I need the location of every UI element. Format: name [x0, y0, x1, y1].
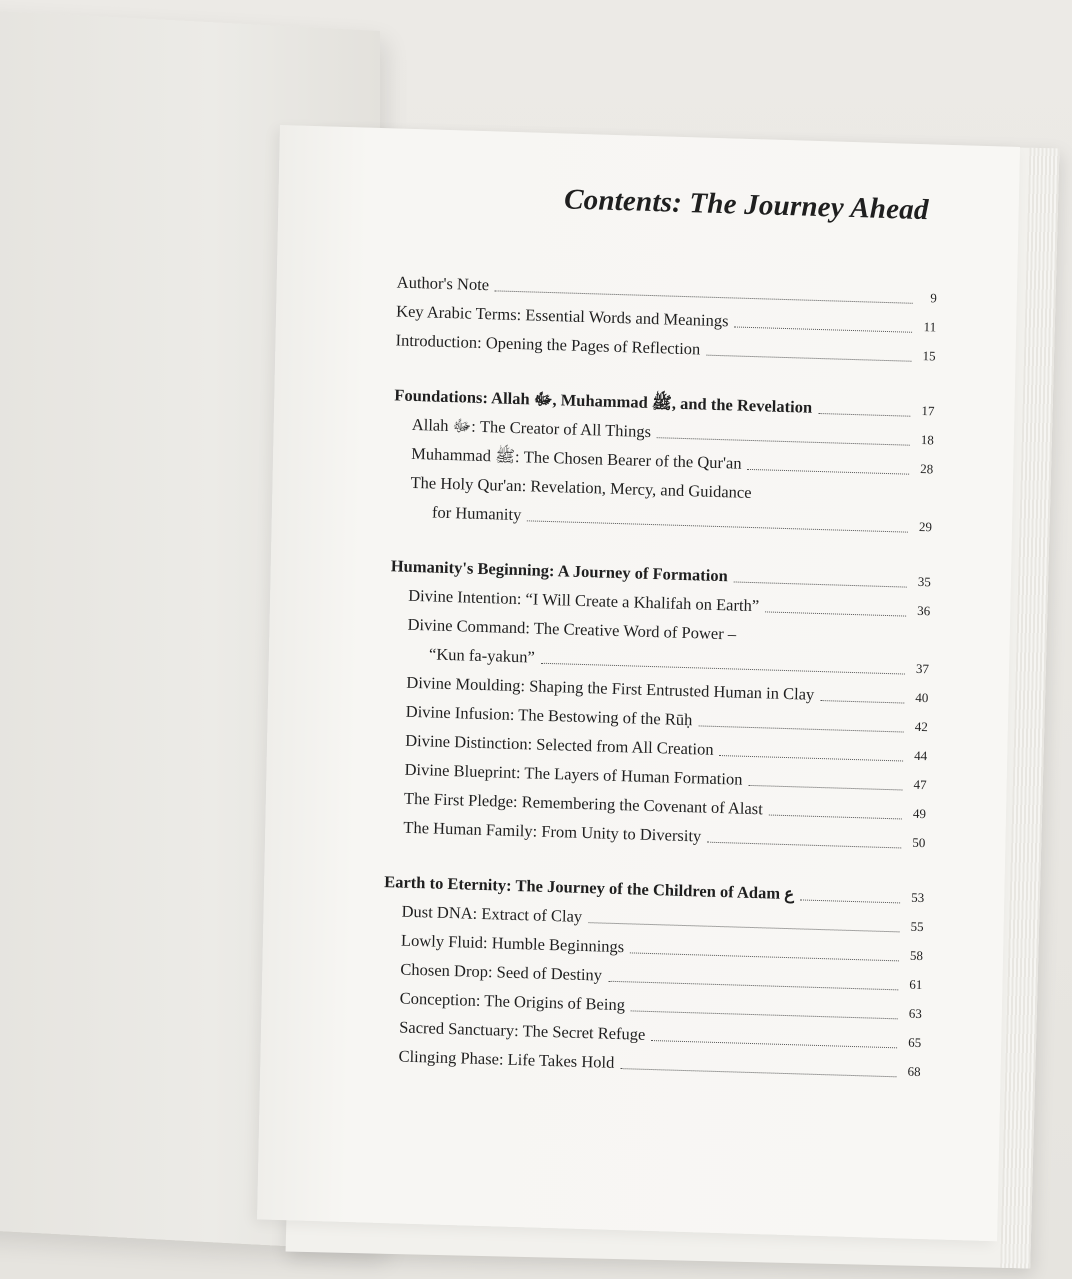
page-number: 17: [921, 403, 935, 419]
heading-label: Humanity's Beginning: A Journey of Formation: [390, 556, 728, 586]
entry-label: Divine Distinction: Selected from All Creation: [404, 730, 714, 759]
leader-dots: [747, 469, 909, 475]
heading-label: Foundations: Allah ﷻ, Muhammad ﷺ, and the Revelation: [394, 385, 813, 417]
entry-label: The Human Family: From Unity to Diversity: [403, 817, 702, 846]
leader-dots: [608, 981, 898, 991]
right-page: [257, 125, 1020, 1241]
page-number: 50: [912, 834, 926, 851]
leader-dots: [769, 815, 902, 820]
page-number: 63: [908, 1005, 922, 1022]
leader-dots: [734, 581, 907, 587]
page-number: 37: [915, 660, 930, 677]
page-number: 61: [909, 976, 923, 993]
entry-label: Allah ﷻ: The Creator of All Things: [411, 414, 652, 442]
entry-label: Lowly Fluid: Humble Beginnings: [400, 930, 625, 957]
leader-dots: [748, 785, 902, 791]
page-number: 29: [918, 518, 933, 535]
leader-dots: [631, 1010, 898, 1019]
entry-label: Chosen Drop: Seed of Destiny: [400, 959, 603, 985]
leader-dots: [820, 700, 904, 703]
entry-label: Divine Infusion: The Bestowing of the Rūḥ: [405, 701, 693, 730]
entry-label: Clinging Phase: Life Takes Hold: [398, 1046, 615, 1072]
page-number: 65: [908, 1034, 922, 1051]
leader-dots: [707, 842, 901, 849]
entry-label: The First Pledge: Remembering the Covenant of Alast: [403, 788, 763, 819]
entry-label: Divine Moulding: Shaping the First Entrusted Human in Clay: [406, 672, 815, 704]
entry-label: Sacred Sanctuary: The Secret Refuge: [398, 1017, 646, 1044]
leader-dots: [734, 326, 912, 332]
page-number: 35: [917, 573, 931, 590]
entry-label: The Holy Qur'an: Revelation, Mercy, and Guidance: [410, 472, 752, 502]
entry-label: for Humanity: [431, 502, 522, 525]
leader-dots: [657, 437, 910, 446]
entry-label: Author's Note: [396, 272, 490, 295]
entry-label: Muhammad ﷺ: The Chosen Bearer of the Qur'an: [411, 443, 742, 473]
entry-label: Divine Blueprint: The Layers of Human Formation: [404, 759, 743, 789]
entry-label: Dust DNA: Extract of Clay: [401, 901, 583, 926]
page-number: 47: [913, 776, 927, 793]
entry-label: Introduction: Opening the Pages of Reflection: [395, 330, 701, 359]
leader-dots: [706, 355, 911, 362]
page-number: 18: [920, 432, 934, 448]
leader-dots: [818, 413, 910, 417]
page-number: 11: [923, 319, 937, 335]
contents-title: Contents: The Journey Ahead: [563, 183, 929, 227]
page-number: 36: [917, 602, 931, 619]
page-number: 9: [930, 290, 937, 306]
page-number: 15: [922, 348, 936, 364]
leader-dots: [651, 1040, 897, 1048]
page-number: 49: [912, 805, 927, 822]
table-of-contents: [380, 179, 939, 1086]
leader-dots: [588, 922, 899, 932]
page-number: 28: [920, 461, 934, 477]
leader-dots: [630, 952, 899, 961]
page-number: 53: [911, 889, 925, 906]
leader-dots: [698, 725, 903, 732]
entry-label: Key Arabic Terms: Essential Words and Meanings: [395, 301, 729, 331]
entry-label: Divine Command: The Creative Word of Power –: [407, 614, 737, 644]
entry-label: Conception: The Origins of Being: [399, 988, 626, 1015]
heading-label: Earth to Eternity: The Journey of the Children of Adam ع: [384, 872, 795, 904]
page-number: 55: [910, 918, 924, 935]
leader-dots: [620, 1068, 896, 1077]
leader-dots: [800, 899, 900, 903]
page-number: 58: [909, 947, 924, 964]
page-number: 68: [907, 1063, 921, 1080]
show-through-text: [0, 210, 280, 370]
leader-dots: [719, 755, 903, 761]
page-number: 44: [914, 747, 928, 764]
leader-dots: [765, 611, 906, 616]
entry-label: Divine Intention: “I Will Create a Khalifah on Earth”: [408, 585, 760, 616]
page-number: 42: [914, 718, 928, 735]
page-number: 40: [915, 689, 929, 706]
entry-label: “Kun fa-yakun”: [428, 644, 536, 667]
